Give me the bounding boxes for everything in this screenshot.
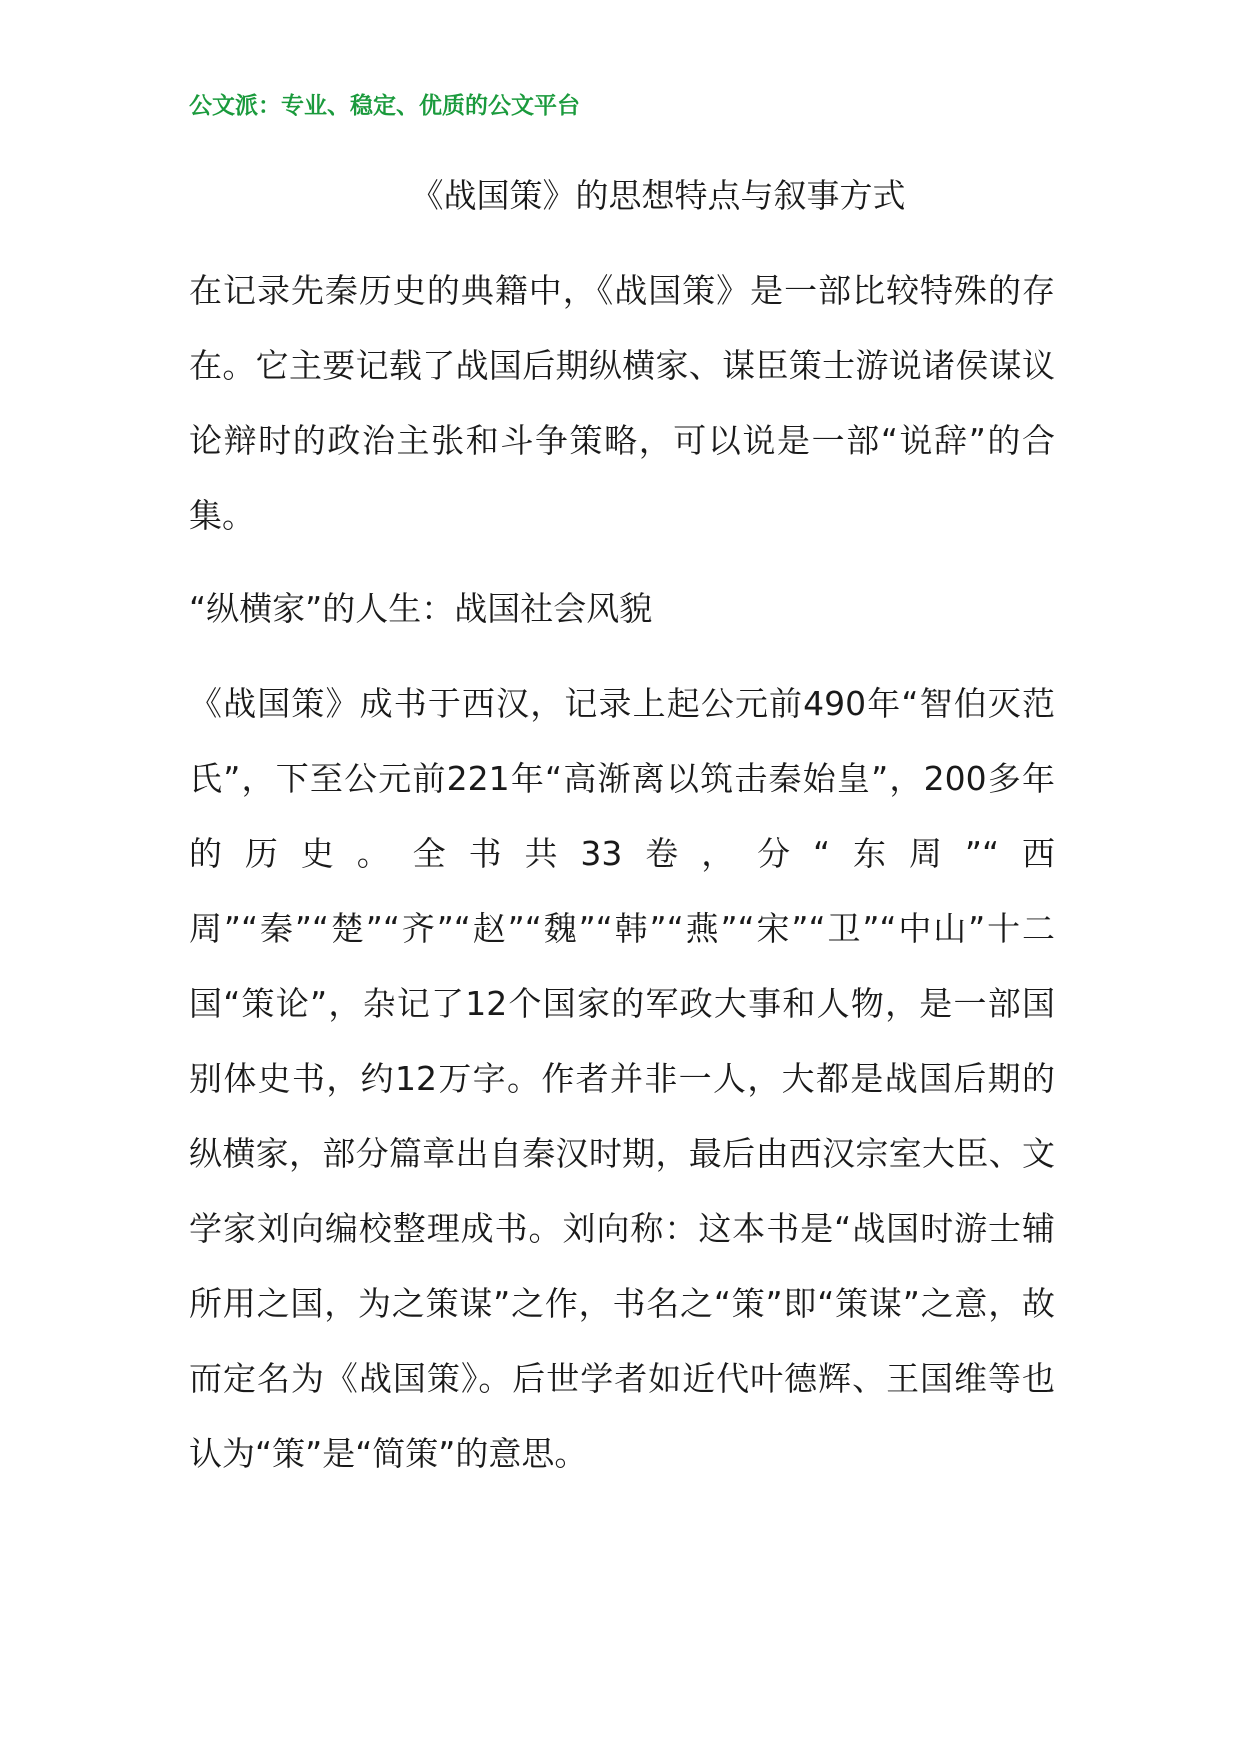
site-tagline: 公文派：专业、稳定、优质的公文平台 <box>189 93 580 119</box>
section-paragraph: 《战国策》成书于西汉，记录上起公元前490年“智伯灭范氏”，下至公元前221年“高渐离以筑击秦始皇”，200多年的历史。全书共33卷，分“东周”“西周”“秦”“楚”“齐”“赵”“魏”“韩”“燕”“宋”“卫”“中山”十二国“策论”，杂记了12个国家的军政大事和人物，是一部国别体史书，约12万字。作者并非一人，大都是战国后期的纵横家，部分篇章出自秦汉时期，最后由西汉宗室大臣、文学家刘向编校整理成书。刘向称：这本书是“战国时游士辅所用之国，为之策谋”之作，书名之“策”即“策谋”之意，故而定名为《战国策》。后世学者如近代叶德辉、王国维等也认为“策”是“简策”的意思。 <box>189 684 1055 1473</box>
document-title: 《战国策》的思想特点与叙事方式 <box>410 176 906 215</box>
intro-paragraph: 在记录先秦历史的典籍中，《战国策》是一部比较特殊的存在。它主要记载了战国后期纵横家、谋臣策士游说诸侯谋议论辩时的政治主张和斗争策略，可以说是一部“说辞”的合集。 <box>189 271 1055 535</box>
section-heading: “纵横家”的人生：战国社会风貌 <box>189 589 653 628</box>
